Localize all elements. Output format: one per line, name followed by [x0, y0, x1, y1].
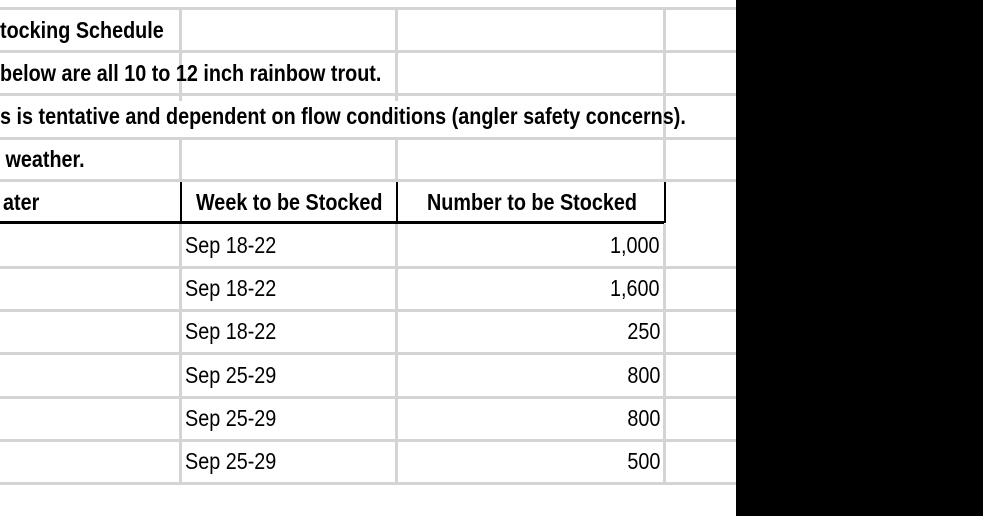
note-line-3: weather. [0, 146, 85, 172]
gridline [395, 7, 398, 101]
row-number: 800 [626, 405, 660, 431]
header-week: Week to be Stocked [196, 189, 383, 215]
note-line-1: below are all 10 to 12 inch rainbow trout. [0, 60, 382, 86]
row-number: 800 [626, 362, 660, 388]
schedule-title: tocking Schedule [0, 17, 164, 43]
gridline [0, 179, 736, 182]
header-number: Number to be Stocked [427, 189, 637, 215]
gridline [0, 352, 736, 355]
row-number: 1,000 [610, 232, 660, 258]
row-number: 250 [626, 318, 660, 344]
gridline [0, 396, 736, 399]
gridline [0, 7, 736, 10]
row-week: Sep 18-22 [185, 275, 277, 301]
gridline [0, 93, 736, 96]
row-week: Sep 18-22 [185, 232, 277, 258]
gridline [179, 224, 182, 485]
gridline [0, 266, 736, 269]
header-bottom-border [0, 221, 664, 224]
gridline [395, 137, 398, 182]
gridline [0, 50, 736, 53]
header-border [180, 182, 182, 223]
gridline [663, 224, 666, 485]
gridline [0, 137, 736, 140]
gridline [0, 482, 736, 485]
row-week: Sep 18-22 [185, 318, 277, 344]
gridline [179, 137, 182, 182]
header-water: ater [3, 189, 40, 215]
row-number: 500 [626, 448, 660, 474]
row-week: Sep 25-29 [185, 362, 277, 388]
row-number: 1,600 [610, 275, 660, 301]
row-week: Sep 25-29 [185, 448, 277, 474]
gridline [0, 439, 736, 442]
gridline [0, 309, 736, 312]
note-line-2: s is tentative and dependent on flow conditions (angler safety concerns). [0, 103, 686, 129]
row-week: Sep 25-29 [185, 405, 277, 431]
gridline [395, 224, 398, 485]
gridline [663, 7, 666, 182]
